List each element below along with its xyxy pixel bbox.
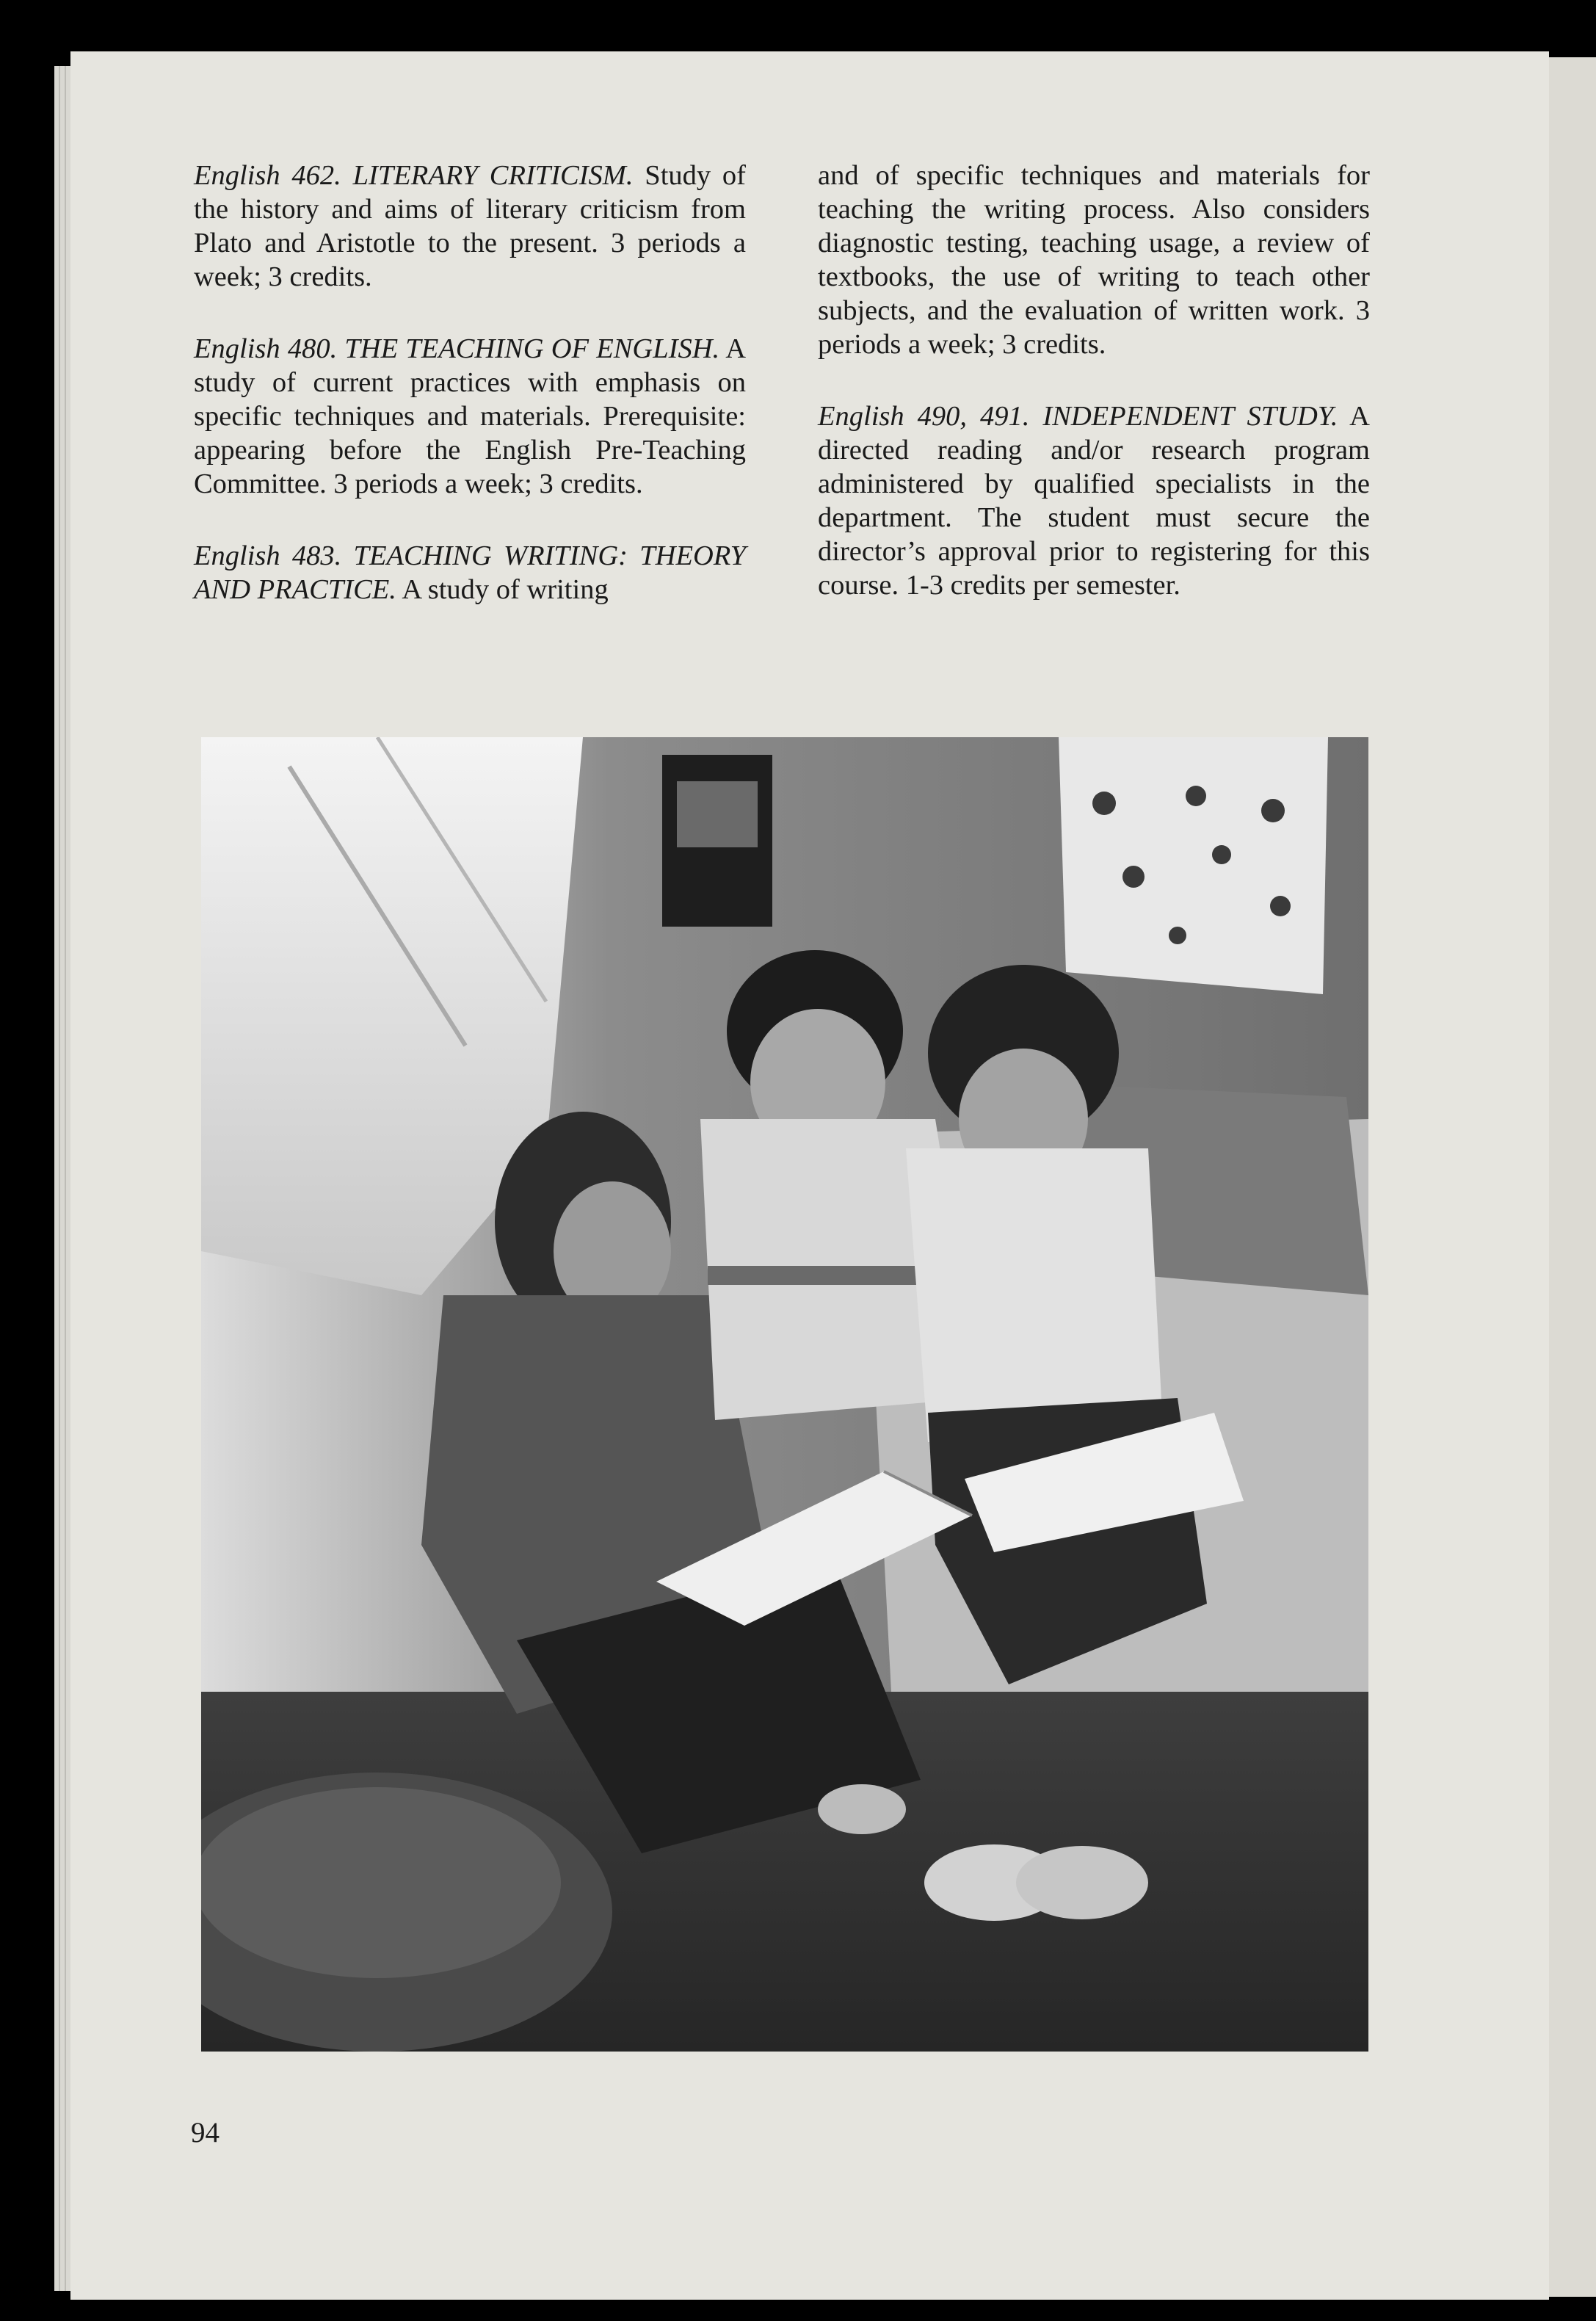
course-description: and of specific techniques and materials for teaching the writing process. Also considers diagnostic testing, teaching usage, a review of textbooks, the use of writing to teach other subjects, and the evaluation of written work. 3 periods a week; 3 credits. xyxy=(818,160,1370,360)
catalog-page xyxy=(70,51,1549,2300)
course-heading: English 483. TEACHING WRITING: THEORY AND PRACTICE. xyxy=(194,540,746,605)
course-entry-english-462 xyxy=(194,159,746,294)
course-entry-english-483 xyxy=(194,539,746,606)
photo-illustration xyxy=(201,737,1368,2052)
students-studying-photo xyxy=(201,737,1368,2052)
course-entry-english-490-491 xyxy=(818,399,1370,602)
course-description: A study of writing xyxy=(396,574,609,605)
facing-page-edge xyxy=(1549,57,1596,2297)
course-entry-english-483-continued xyxy=(818,159,1370,361)
page-number: 94 xyxy=(191,2117,220,2148)
course-heading: English 480. THE TEACHING OF ENGLISH. xyxy=(194,333,720,364)
course-description: A study of current practices with emphasis on specific techniques and materials. Prerequisite: appearing before the English Pre-Teaching Committee. 3 periods a week; 3 credits. xyxy=(194,333,747,499)
course-description: A directed reading and/or research program administered by qualified specialists in the department. The student must secure the director’s approval prior to registering for this course. 1-3 credits per semester. xyxy=(818,401,1370,601)
right-text-column xyxy=(818,159,1370,640)
left-text-column xyxy=(194,159,746,645)
course-description: Study of the history and aims of literary criticism from Plato and Aristotle to the present. 3 periods a week; 3 credits. xyxy=(194,160,746,292)
course-heading: English 462. LITERARY CRITICISM. xyxy=(194,160,634,191)
course-heading: English 490, 491. INDEPENDENT STUDY. xyxy=(818,401,1338,432)
course-entry-english-480 xyxy=(194,332,746,501)
